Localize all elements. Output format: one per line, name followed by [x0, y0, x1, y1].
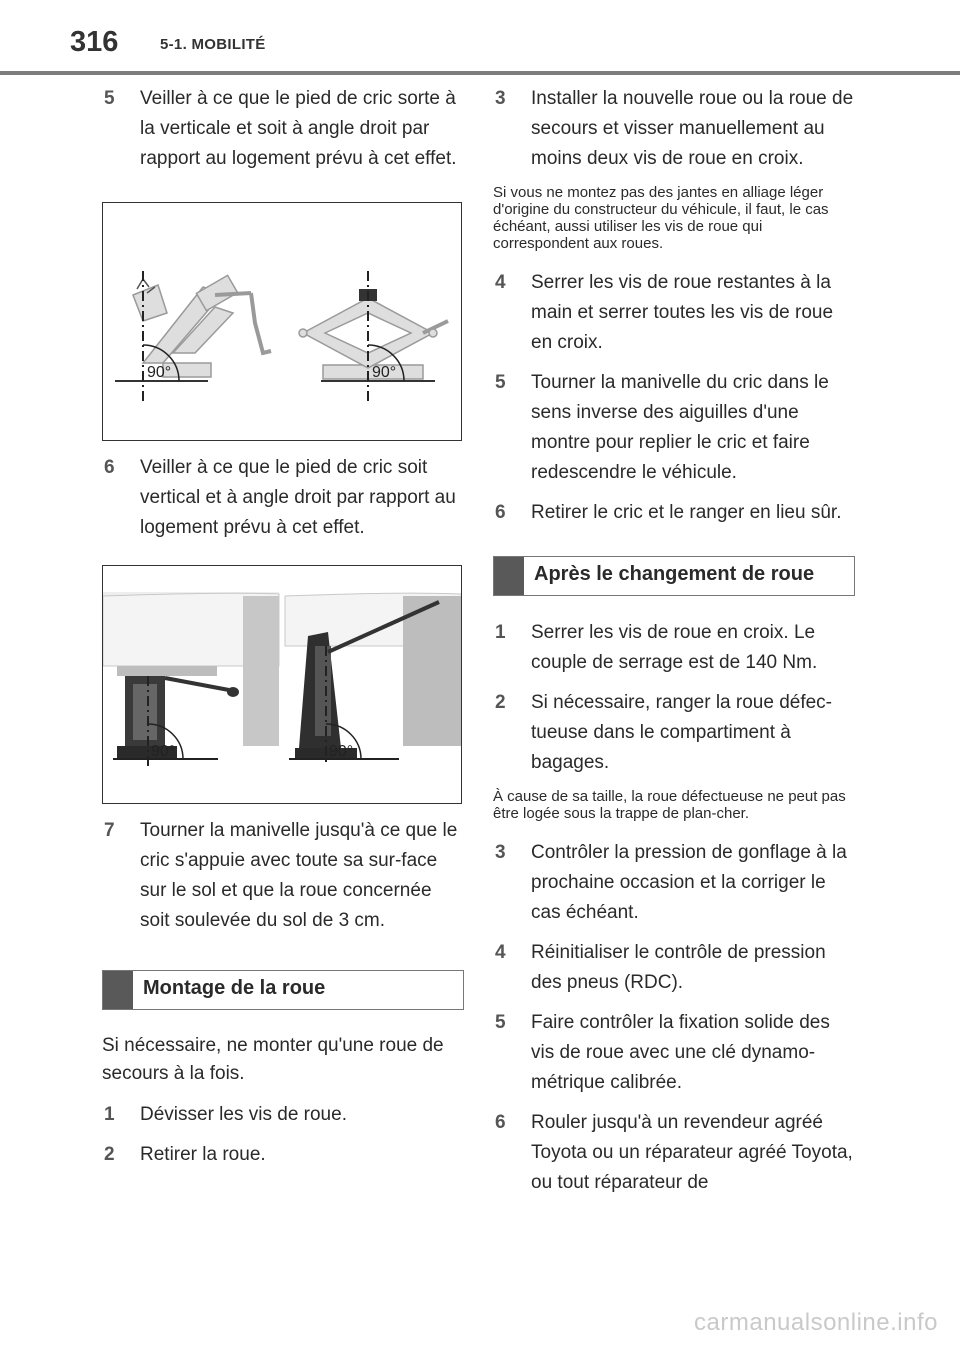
- step-text: Tourner la manivelle jusqu'à ce que le cric s'appuie avec toute sa sur-face sur le sol et que la roue concernée soit soulevée du sol de 3 cm.: [140, 820, 458, 931]
- jack-under-car-figure: [102, 565, 462, 804]
- angle-label-right: 90°: [329, 743, 354, 760]
- step-item: [493, 938, 855, 998]
- step-item: [102, 453, 464, 543]
- angle-label-right: 90°: [372, 364, 397, 381]
- step-text: Installer la nouvelle roue ou la roue de secours et visser manuellement au moins deux vis de roue en croix.: [531, 88, 854, 169]
- step-text: Veiller à ce que le pied de cric sorte à la verticale et soit à angle droit par rapport au logement prévu à cet effet.: [140, 88, 457, 169]
- step-number: 7: [104, 820, 115, 841]
- step-number: 3: [495, 842, 506, 863]
- step-text: Rouler jusqu'à un revendeur agréé Toyota ou un réparateur agréé Toyota, ou tout réparateur de: [531, 1112, 853, 1193]
- step-text: Contrôler la pression de gonflage à la prochaine occasion et la corriger le cas échéant.: [531, 842, 847, 923]
- step-number: 4: [495, 272, 506, 293]
- section-heading: [102, 970, 464, 1010]
- angle-label-left: 90°: [147, 364, 172, 381]
- step-item: [493, 838, 855, 928]
- step-number: 1: [104, 1104, 115, 1125]
- left-column: [102, 84, 464, 1180]
- step-text: Serrer les vis de roue restantes à la main et serrer toutes les vis de roue en croix.: [531, 272, 834, 353]
- step-item: [102, 816, 464, 936]
- heading-bar: [494, 557, 524, 595]
- heading-label: Après le changement de roue: [534, 563, 815, 585]
- step-text: Si nécessaire, ranger la roue défec-tueuse dans le compartiment à bagages.: [531, 692, 832, 773]
- step-item: [493, 688, 855, 778]
- step-number: 6: [104, 457, 115, 478]
- heading-label: Montage de la roue: [143, 977, 326, 999]
- angle-label-left: 90°: [151, 743, 176, 760]
- heading-bar: [103, 971, 133, 1009]
- watermark: carmanualsonline.info: [694, 1309, 938, 1336]
- step-text: Retirer le cric et le ranger en lieu sûr.: [531, 502, 842, 523]
- right-column: [493, 84, 855, 1208]
- page-header: [0, 0, 960, 78]
- header-rule: [0, 71, 960, 75]
- step-text: Réinitialiser le contrôle de pression des pneus (RDC).: [531, 942, 826, 993]
- note-paragraph: À cause de sa taille, la roue défectueuse ne peut pas être logée sous la trappe de plan-cher.: [493, 788, 846, 822]
- step-number: 6: [495, 1112, 506, 1133]
- step-text: Serrer les vis de roue en croix. Le couple de serrage est de 140 Nm.: [531, 622, 818, 673]
- intro-paragraph: Si nécessaire, ne monter qu'une roue de secours à la fois.: [102, 1035, 444, 1084]
- step-number: 5: [495, 1012, 506, 1033]
- step-item: [493, 84, 855, 174]
- step-item: [102, 1140, 464, 1170]
- step-text: Veiller à ce que le pied de cric soit vertical et à angle droit par rapport au logement prévu à cet effet.: [140, 457, 456, 538]
- step-number: 1: [495, 622, 506, 643]
- step-item: [493, 1008, 855, 1098]
- step-number: 6: [495, 502, 506, 523]
- step-number: 5: [495, 372, 506, 393]
- step-number: 5: [104, 88, 115, 109]
- step-item: [493, 368, 855, 488]
- section-title: 5-1. MOBILITÉ: [160, 36, 266, 53]
- step-item: [493, 618, 855, 678]
- step-number: 4: [495, 942, 506, 963]
- step-number: 2: [495, 692, 506, 713]
- step-text: Dévisser les vis de roue.: [140, 1104, 347, 1125]
- note-paragraph: Si vous ne montez pas des jantes en alliage léger d'origine du constructeur du véhicule, il faut, le cas échéant, aussi utiliser les vis de roue qui correspondent aux roues.: [493, 184, 829, 252]
- step-item: [493, 498, 855, 528]
- section-heading: [493, 556, 855, 596]
- step-item: [493, 1108, 855, 1198]
- step-item: [102, 1100, 464, 1130]
- step-item: [493, 268, 855, 358]
- page-number: 316: [70, 26, 119, 58]
- step-text: Tourner la manivelle du cric dans le sens inverse des aiguilles d'une montre pour replier le cric et faire redescendre le véhicule.: [531, 372, 829, 483]
- step-number: 3: [495, 88, 506, 109]
- step-item: [102, 84, 464, 174]
- step-text: Retirer la roue.: [140, 1144, 266, 1165]
- step-number: 2: [104, 1144, 115, 1165]
- scissor-jack-figure: [102, 202, 462, 441]
- step-text: Faire contrôler la fixation solide des vis de roue avec une clé dynamo-métrique calibrée.: [531, 1012, 830, 1093]
